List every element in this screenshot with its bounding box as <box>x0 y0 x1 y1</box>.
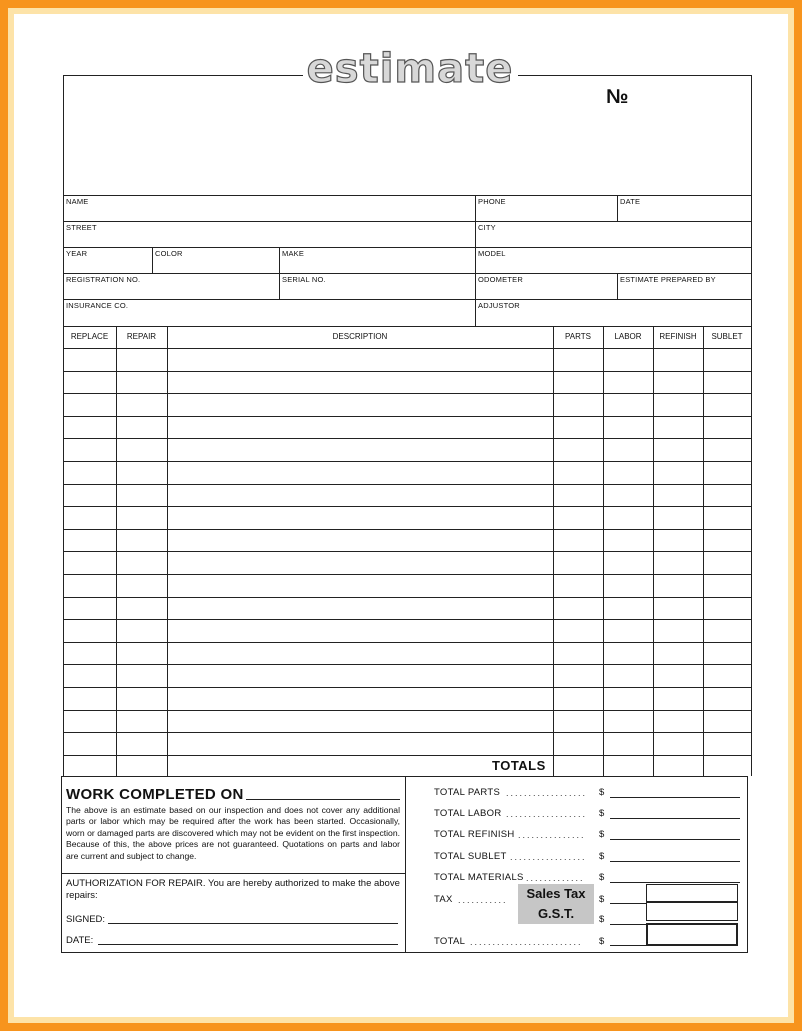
field-divider <box>152 247 153 273</box>
header-left-border <box>63 75 64 327</box>
form-title: estimate <box>306 46 514 92</box>
table-column-line <box>751 326 752 776</box>
sales-tax-label: Sales Tax <box>526 886 586 901</box>
authorization-text: AUTHORIZATION FOR REPAIR. You are hereby authorized to make the above repairs: <box>66 878 400 901</box>
field-row-line <box>63 299 752 300</box>
total-label: TOTAL <box>434 936 466 947</box>
col-header-replace: REPLACE <box>70 332 109 341</box>
leader-dots: .................. <box>506 788 588 798</box>
header-right-border <box>751 75 752 327</box>
leader-dots: ......................... <box>470 937 583 947</box>
make-field[interactable]: MAKE <box>282 249 305 258</box>
col-header-description: DESCRIPTION <box>332 332 388 341</box>
field-divider <box>617 273 618 299</box>
sales-tax-amount-box[interactable] <box>646 884 738 902</box>
estimate-number-label: № <box>606 86 629 108</box>
registration-field[interactable]: REGISTRATION NO. <box>66 275 141 284</box>
col-header-refinish: REFINISH <box>659 332 697 341</box>
table-column-line <box>703 326 704 776</box>
total-line <box>610 945 646 946</box>
currency-symbol: $ <box>599 872 605 883</box>
total-materials-label: TOTAL MATERIALS <box>434 872 524 883</box>
leader-dots: ............... <box>518 830 586 840</box>
field-row-line <box>63 221 752 222</box>
gst-label: G.S.T. <box>537 906 575 921</box>
table-column-line <box>603 326 604 776</box>
table-column-line <box>116 326 117 776</box>
total-sublet-line[interactable] <box>610 861 740 862</box>
currency-symbol: $ <box>599 894 605 905</box>
work-completed-title: WORK COMPLETED ON <box>66 786 244 803</box>
field-row-line <box>63 247 752 248</box>
tax-type-box <box>518 884 594 924</box>
signed-label: SIGNED: <box>66 914 106 925</box>
currency-symbol: $ <box>599 808 605 819</box>
insurance-field[interactable]: INSURANCE CO. <box>66 301 129 310</box>
tax-line <box>610 903 646 904</box>
col-header-sublet: SUBLET <box>711 332 743 341</box>
name-field[interactable]: NAME <box>66 197 89 206</box>
color-field[interactable]: COLOR <box>155 249 183 258</box>
street-field[interactable]: STREET <box>66 223 97 232</box>
total-refinish-label: TOTAL REFINISH <box>434 829 515 840</box>
phone-field[interactable]: PHONE <box>478 197 506 206</box>
prepared-by-field[interactable]: ESTIMATE PREPARED BY <box>620 275 716 284</box>
currency-symbol: $ <box>599 936 605 947</box>
gst-line <box>610 924 646 925</box>
header-top-line-right <box>518 75 752 76</box>
field-divider <box>279 247 280 299</box>
leader-dots: ........... <box>458 895 508 905</box>
field-divider <box>475 195 476 326</box>
header-top-line-left <box>63 75 303 76</box>
currency-symbol: $ <box>599 787 605 798</box>
year-field[interactable]: YEAR <box>66 249 88 258</box>
disclaimer-text: The above is an estimate based on our inspection and does not cover any additional parts or labor which may be required after the work has been started. Occasionally, worn or damaged parts are discovered which may not be evident on the first inspection. Because of this, the above prices are not guaranteed. Quotations on parts and labor are current and subject to change. <box>66 805 400 861</box>
authorization-divider <box>61 873 405 874</box>
total-materials-line[interactable] <box>610 882 740 883</box>
leader-dots: .................. <box>506 809 588 819</box>
serial-field[interactable]: SERIAL NO. <box>282 275 326 284</box>
odometer-field[interactable]: ODOMETER <box>478 275 523 284</box>
leader-dots: ............. <box>526 873 585 883</box>
total-parts-label: TOTAL PARTS <box>434 787 501 798</box>
currency-symbol: $ <box>599 851 605 862</box>
field-row-line <box>63 273 752 274</box>
leader-dots: ................. <box>510 852 587 862</box>
date-line[interactable] <box>98 944 398 945</box>
total-amount-box[interactable] <box>646 923 738 946</box>
total-parts-line[interactable] <box>610 797 740 798</box>
col-header-repair: REPAIR <box>126 332 157 341</box>
field-row-line <box>63 195 752 196</box>
table-column-line <box>653 326 654 776</box>
table-column-line <box>553 326 554 776</box>
total-sublet-label: TOTAL SUBLET <box>434 851 507 862</box>
total-labor-label: TOTAL LABOR <box>434 808 502 819</box>
total-refinish-line[interactable] <box>610 839 740 840</box>
field-divider <box>617 195 618 221</box>
table-column-line <box>167 326 168 776</box>
currency-symbol: $ <box>599 914 605 925</box>
date-field[interactable]: DATE <box>620 197 641 206</box>
work-completed-line[interactable] <box>246 799 400 800</box>
currency-symbol: $ <box>599 829 605 840</box>
table-column-line <box>63 326 64 776</box>
model-field[interactable]: MODEL <box>478 249 506 258</box>
total-labor-line[interactable] <box>610 818 740 819</box>
totals-label: TOTALS <box>492 758 546 773</box>
col-header-labor: LABOR <box>614 332 642 341</box>
tax-label: TAX <box>434 894 453 905</box>
bottom-section-divider <box>405 776 406 953</box>
col-header-parts: PARTS <box>565 332 591 341</box>
date-label: DATE: <box>66 935 94 946</box>
adjustor-field[interactable]: ADJUSTOR <box>478 301 520 310</box>
city-field[interactable]: CITY <box>478 223 496 232</box>
gst-amount-box[interactable] <box>646 902 738 921</box>
signature-line[interactable] <box>108 923 398 924</box>
